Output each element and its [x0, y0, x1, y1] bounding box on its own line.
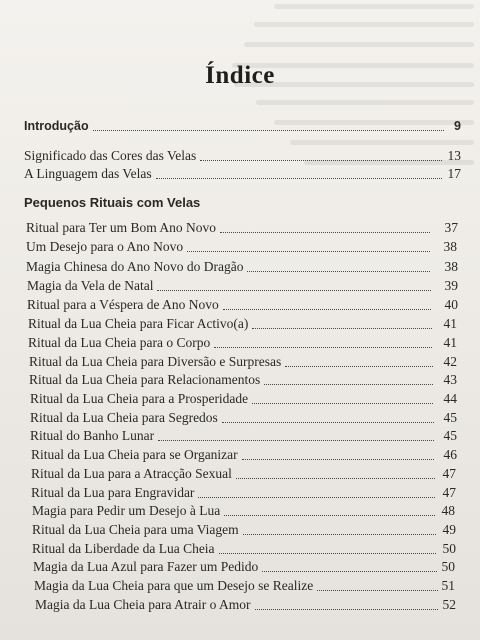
dot-leader: [262, 571, 437, 572]
toc-entry-page-number: 45: [443, 428, 457, 443]
dot-leader: [214, 347, 432, 348]
toc-entry-page-number: 49: [442, 522, 456, 537]
toc-entry-page-number: 41: [443, 316, 457, 331]
toc-entry-page-number: 38: [443, 239, 457, 254]
toc-entry-label: Magia da Lua Cheia para Atrair o Amor: [35, 597, 251, 612]
dot-leader: [224, 515, 435, 516]
toc-entry-label: A Linguagem das Velas: [24, 166, 152, 181]
dot-leader: [255, 609, 438, 610]
toc-entry-page-number: 41: [443, 335, 457, 350]
toc-entry: [0, 276, 480, 296]
toc-entry-label: Ritual da Lua Cheia para uma Viagem: [32, 522, 239, 537]
toc-entry-label: Ritual da Lua para Engravidar: [31, 485, 195, 500]
toc-entry-label: Ritual para a Véspera de Ano Novo: [27, 297, 219, 312]
toc-entry-page-number: 44: [443, 391, 457, 406]
toc-entry-page-number: 17: [447, 166, 461, 181]
dot-leader: [252, 328, 432, 329]
toc-entry-intro: [0, 116, 480, 136]
toc-entry-label: Ritual do Banho Lunar: [30, 428, 155, 443]
dot-leader: [222, 422, 434, 423]
page-title: Índice: [205, 62, 275, 89]
dot-leader: [285, 366, 433, 367]
toc-entry-page-number: 47: [442, 466, 456, 481]
toc-entry-page-number: 43: [443, 372, 457, 387]
dot-leader: [220, 232, 430, 233]
toc-entry-label: Ritual da Lua Cheia para se Organizar: [31, 447, 238, 462]
toc-entry: [0, 237, 480, 257]
toc-entry-page-number: 47: [442, 485, 456, 500]
toc-entry-page-number: 50: [441, 559, 455, 574]
toc-entry: [0, 333, 480, 353]
dot-leader: [187, 251, 430, 252]
dot-leader: [236, 478, 435, 479]
toc-entry-label: Ritual da Lua para a Atracção Sexual: [31, 466, 232, 481]
toc-entry: [0, 539, 480, 559]
toc-entry: [0, 314, 480, 334]
toc-entry-label: Ritual da Lua Cheia para Segredos: [30, 410, 218, 425]
toc-entry-label: Magia da Lua Cheia para que um Desejo se Realize: [34, 578, 314, 593]
toc-entry-page-number: 45: [443, 410, 457, 425]
toc-entry: [0, 520, 480, 540]
dot-leader: [93, 130, 444, 131]
toc-entry: [0, 426, 480, 446]
section-heading: Pequenos Rituais com Velas: [24, 195, 201, 210]
toc-entry: [0, 557, 480, 577]
dot-leader: [264, 384, 433, 385]
toc-entry: [0, 464, 480, 484]
toc-entry: [0, 257, 480, 277]
toc-entry: [0, 370, 480, 390]
dot-leader: [198, 497, 435, 498]
toc-entry-label: Ritual da Liberdade da Lua Cheia: [32, 541, 215, 556]
toc-entry: [0, 389, 480, 409]
toc-entry-page-number: 40: [444, 297, 458, 312]
toc-entry-label: Magia da Lua Azul para Fazer um Pedido: [33, 559, 259, 574]
dot-leader: [317, 590, 438, 591]
toc-entry-label: Ritual da Lua Cheia para Ficar Activo(a): [28, 316, 249, 331]
toc-entry: [0, 218, 480, 238]
dot-leader: [157, 290, 431, 291]
toc-entry: [0, 352, 480, 372]
toc-entry-page-number: 39: [444, 278, 458, 293]
toc-entry: [0, 445, 480, 465]
dot-leader: [158, 440, 434, 441]
dot-leader: [242, 459, 434, 460]
toc-entry-label: Magia para Pedir um Desejo à Lua: [32, 503, 221, 518]
toc-entry-page-number: 37: [444, 220, 458, 235]
dot-leader: [252, 403, 433, 404]
toc-entry: [0, 146, 480, 166]
dot-leader: [247, 271, 430, 272]
toc-entry-label: Ritual para Ter um Bom Ano Novo: [26, 220, 217, 235]
toc-entry-label: Magia da Vela de Natal: [27, 278, 154, 293]
toc-entry: [0, 595, 480, 615]
toc-entry: [0, 576, 480, 596]
toc-entry-page-number: 46: [443, 447, 457, 462]
toc-entry-label: Ritual da Lua Cheia para a Prosperidade: [30, 391, 249, 406]
toc-entry-label: Significado das Cores das Velas: [24, 148, 197, 163]
toc-entry-label: Introdução: [24, 119, 89, 133]
toc-entry-label: Um Desejo para o Ano Novo: [26, 239, 184, 254]
toc-entry-page-number: 9: [454, 119, 461, 133]
toc-entry-page-number: 48: [441, 503, 455, 518]
toc-entry-page-number: 38: [444, 259, 458, 274]
toc-entry-label: Ritual da Lua Cheia para o Corpo: [28, 335, 211, 350]
toc-entry-page-number: 42: [443, 354, 457, 369]
toc-entry: [0, 483, 480, 503]
toc-entry-page-number: 13: [447, 148, 461, 163]
dot-leader: [156, 178, 442, 179]
toc-entry-page-number: 52: [442, 597, 456, 612]
toc-entry-page-number: 50: [442, 541, 456, 556]
toc-entry: [0, 295, 480, 315]
toc-entry-label: Ritual da Lua Cheia para Diversão e Surpresas: [29, 354, 282, 369]
toc-entry: [0, 408, 480, 428]
toc-entry-label: Magia Chinesa do Ano Novo do Dragão: [26, 259, 244, 274]
dot-leader: [243, 534, 436, 535]
dot-leader: [223, 309, 431, 310]
dot-leader: [200, 160, 442, 161]
toc-entry: [0, 164, 480, 184]
toc-entry-label: Ritual da Lua Cheia para Relacionamentos: [29, 372, 261, 387]
dot-leader: [219, 553, 436, 554]
toc-entry: [0, 501, 480, 521]
toc-entry-page-number: 51: [441, 578, 455, 593]
